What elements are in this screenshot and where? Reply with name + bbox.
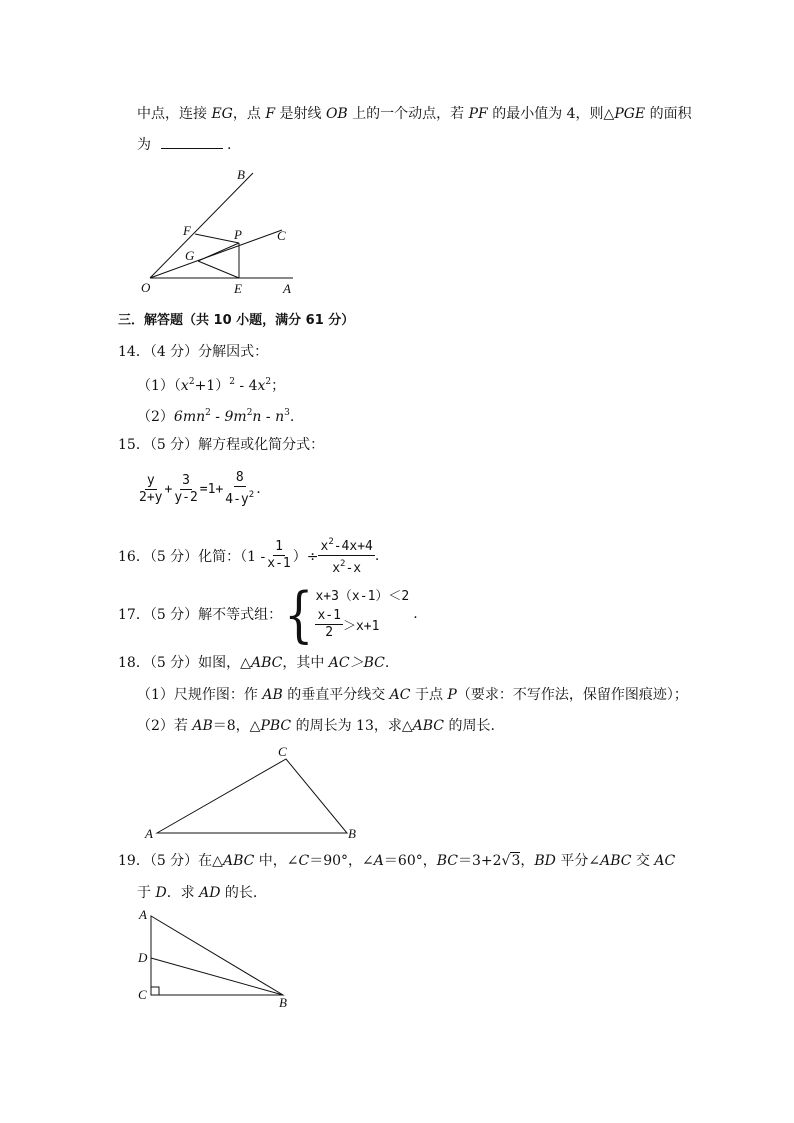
q14-part1: $(1)(x^2+1)^2 - 4x^2$； xyxy=(137,377,286,394)
q15-equation: $\frac{y}{2+y}$ + $\frac{3}{y-2}$ =1+ $\frac{8}{4-y^2}$ . xyxy=(139,470,261,507)
q17-line: 17．（5 分）解不等式组： { x+3（x-1）＜2 $\frac{x-1}{2}$ ＞x+1 . xyxy=(118,578,418,649)
label-g: G xyxy=(185,248,195,263)
label-b: B xyxy=(348,826,356,841)
label-a: A xyxy=(145,826,153,841)
fraction: $\frac{3}{y-2}$ xyxy=(174,472,198,505)
label-p: P xyxy=(234,227,242,242)
ray-oc xyxy=(150,230,282,278)
label-c: C xyxy=(277,228,286,243)
q13-text-line1: 中点，连接 EG，点 F 是射线 OB 上的一个动点，若 PF 的最小值为 4，则△PGE 的面积 xyxy=(137,106,692,122)
brace: { xyxy=(284,578,314,649)
segment-ge xyxy=(198,261,239,278)
q14-head: 14．（4 分）分解因式： xyxy=(118,344,269,360)
segment-bd xyxy=(151,958,283,995)
label-c: C xyxy=(278,744,287,759)
sqrt-symbol: √ xyxy=(501,853,511,869)
label-f: F xyxy=(183,223,191,238)
q13-figure xyxy=(138,164,298,299)
label-b: B xyxy=(279,995,287,1010)
label-b: B xyxy=(237,167,245,182)
q15-head: 15．（5 分）解方程或化简分式： xyxy=(118,437,325,453)
segment-gp xyxy=(198,243,239,261)
right-angle-mark xyxy=(151,987,159,995)
q18-head: 18．（5 分）如图，△ABC，其中 AC＞BC. xyxy=(118,655,390,671)
triangle-abc xyxy=(157,759,347,833)
q18-part2: （2）若 AB＝8，△PBC 的周长为 13，求△ABC 的周长. xyxy=(137,718,495,734)
fraction: $\frac{y}{2+y}$ xyxy=(139,472,163,505)
answer-blank xyxy=(161,136,223,149)
label-e: E xyxy=(234,281,242,296)
q18-part1: （1）尺规作图：作 AB 的垂直平分线交 AC 于点 P（要求：不写作法，保留作图痕迹）； xyxy=(137,687,688,703)
q19-line2: 于 D．求 AD 的长. xyxy=(137,885,258,901)
q18-triangle-figure xyxy=(140,742,360,842)
fraction: $\frac{8}{4-y^2}$ xyxy=(225,470,255,507)
fraction: $\frac{x-1}{2}$ xyxy=(317,608,341,640)
label-c: C xyxy=(138,987,147,1002)
q13-text-line2: 为 . xyxy=(137,137,232,153)
q19-triangle-figure xyxy=(135,906,295,1011)
label-a: A xyxy=(139,907,147,922)
label-a: A xyxy=(283,281,291,296)
triangle-abc xyxy=(151,916,283,995)
segment-fp xyxy=(195,234,239,243)
q14-part2: $(2)6mn^2 - 9m^2n - n^3$. xyxy=(137,408,295,425)
q19-line1: 19．（5 分）在△ABC 中，∠C＝90°，∠A＝60°，BC＝3+2√3，BD 平分∠ABC 交 AC xyxy=(118,853,676,869)
inequality-system: x+3（x-1）＜2 $\frac{x-1}{2}$ ＞x+1 xyxy=(315,589,410,640)
section-heading: 三．解答题（共 10 小题，满分 61 分） xyxy=(118,313,355,328)
label-o: O xyxy=(141,280,151,295)
label-d: D xyxy=(138,950,148,965)
q16-line: 16．（5 分）化简：（1 - $\frac{1}{x-1}$ ）÷ $\frac{x^2-4x+4}{x^2-x}$ . xyxy=(118,534,379,577)
fraction: $\frac{x^2-4x+4}{x^2-x}$ xyxy=(318,534,374,577)
fraction: $\frac{1}{x-1}$ xyxy=(267,539,291,571)
